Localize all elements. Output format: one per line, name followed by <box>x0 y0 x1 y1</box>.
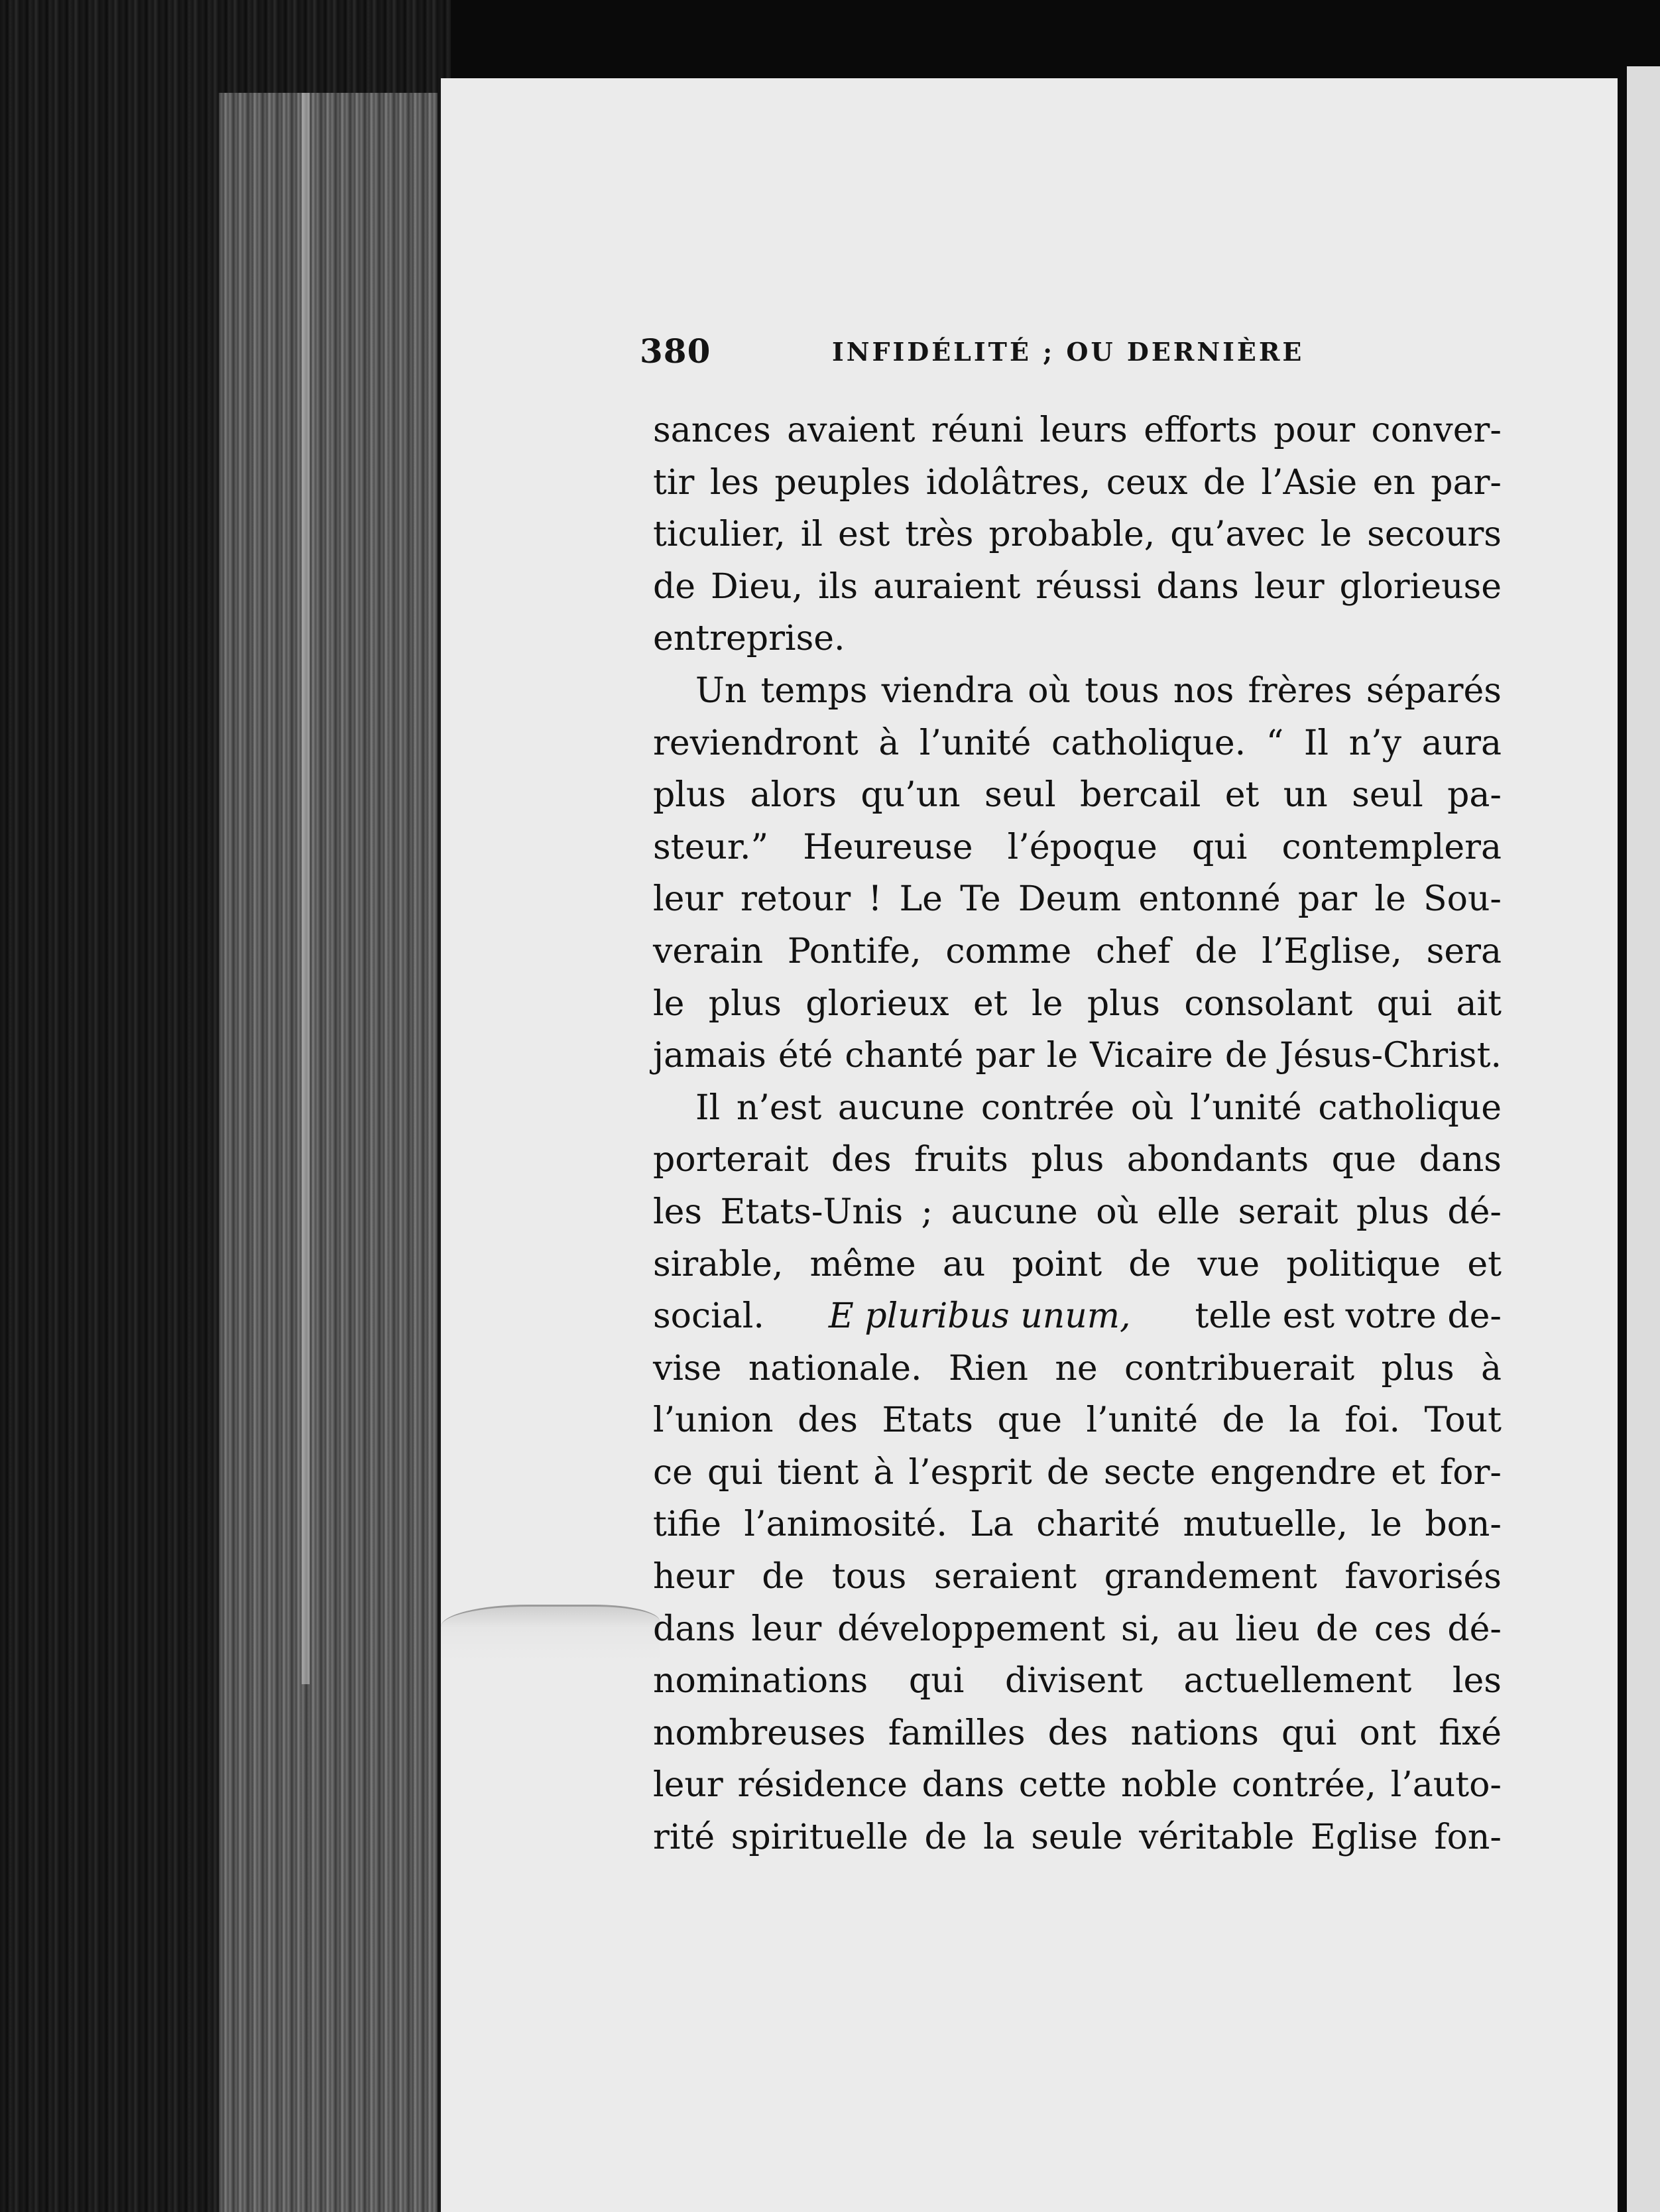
text-line: vise nationale. Rien ne contribuerait plus à <box>653 1348 1502 1388</box>
next-page-edge <box>1618 0 1660 2212</box>
text-line: Il n’est aucune contrée où l’unité catholique <box>695 1087 1502 1128</box>
text-line: plus alors qu’un seul bercail et un seul pa- <box>653 775 1502 816</box>
motto-italic: E pluribus unum, <box>828 1296 1131 1337</box>
text-line: tir les peuples idolâtres, ceux de l’Asie en par- <box>653 462 1502 503</box>
text-line: leur retour ! Le Te Deum entonné par le Sou- <box>653 879 1502 920</box>
text-line: tifie l’animosité. La charité mutuelle, le bon- <box>653 1505 1502 1545</box>
text-line: rité spirituelle de la seule véritable Eglise fon- <box>653 1817 1502 1858</box>
text-fragment: telle est votre de- <box>1195 1296 1502 1337</box>
text-line: entreprise. <box>653 619 845 659</box>
text-line: steur.” Heureuse l’époque qui contemplera <box>653 827 1502 867</box>
text-line: Un temps viendra où tous nos frères séparés <box>695 670 1502 711</box>
text-line: ticulier, il est très probable, qu’avec le secours <box>653 515 1502 555</box>
text-fragment: social. <box>653 1296 764 1337</box>
text-line: le plus glorieux et le plus consolant qui ait <box>653 983 1502 1024</box>
book-page-edges <box>0 0 451 2212</box>
page-stack-shading <box>219 93 438 2212</box>
text-line: ce qui tient à l’esprit de secte engendre et for- <box>653 1452 1502 1493</box>
text-line: verain Pontife, comme chef de l’Eglise, sera <box>653 931 1502 971</box>
text-line: leur résidence dans cette noble contrée, l’auto- <box>653 1765 1502 1806</box>
text-line: reviendront à l’unité catholique. “ Il n’y aura <box>653 723 1502 763</box>
running-head <box>640 332 1515 371</box>
text-line: l’union des Etats que l’unité de la foi. Tout <box>653 1400 1502 1441</box>
page-edge-glare <box>302 93 310 1684</box>
page-number: 380 <box>640 332 711 371</box>
page-tear-damage <box>441 1605 660 1660</box>
text-line: nominations qui divisent actuellement les <box>653 1661 1502 1701</box>
text-line: les Etats-Unis ; aucune où elle serait plus dé- <box>653 1192 1502 1232</box>
body-text <box>653 404 1502 1864</box>
text-line: sances avaient réuni leurs efforts pour conver- <box>653 410 1502 450</box>
running-title: INFIDÉLITÉ ; OU DERNIÈRE <box>832 337 1305 367</box>
text-line: nombreuses familles des nations qui ont fixé <box>653 1713 1502 1753</box>
text-line: jamais été chanté par le Vicaire de Jésus-Christ. <box>653 1036 1502 1076</box>
text-line: de Dieu, ils auraient réussi dans leur glorieuse <box>653 566 1502 607</box>
next-page-strip <box>1627 66 1660 2212</box>
text-line: porterait des fruits plus abondants que dans <box>653 1140 1502 1180</box>
text-line-mixed <box>653 1290 1502 1343</box>
text-line: sirable, même au point de vue politique et <box>653 1244 1502 1284</box>
text-line: heur de tous seraient grandement favorisés <box>653 1557 1502 1597</box>
text-line: dans leur développement si, au lieu de ces dé- <box>653 1609 1502 1649</box>
